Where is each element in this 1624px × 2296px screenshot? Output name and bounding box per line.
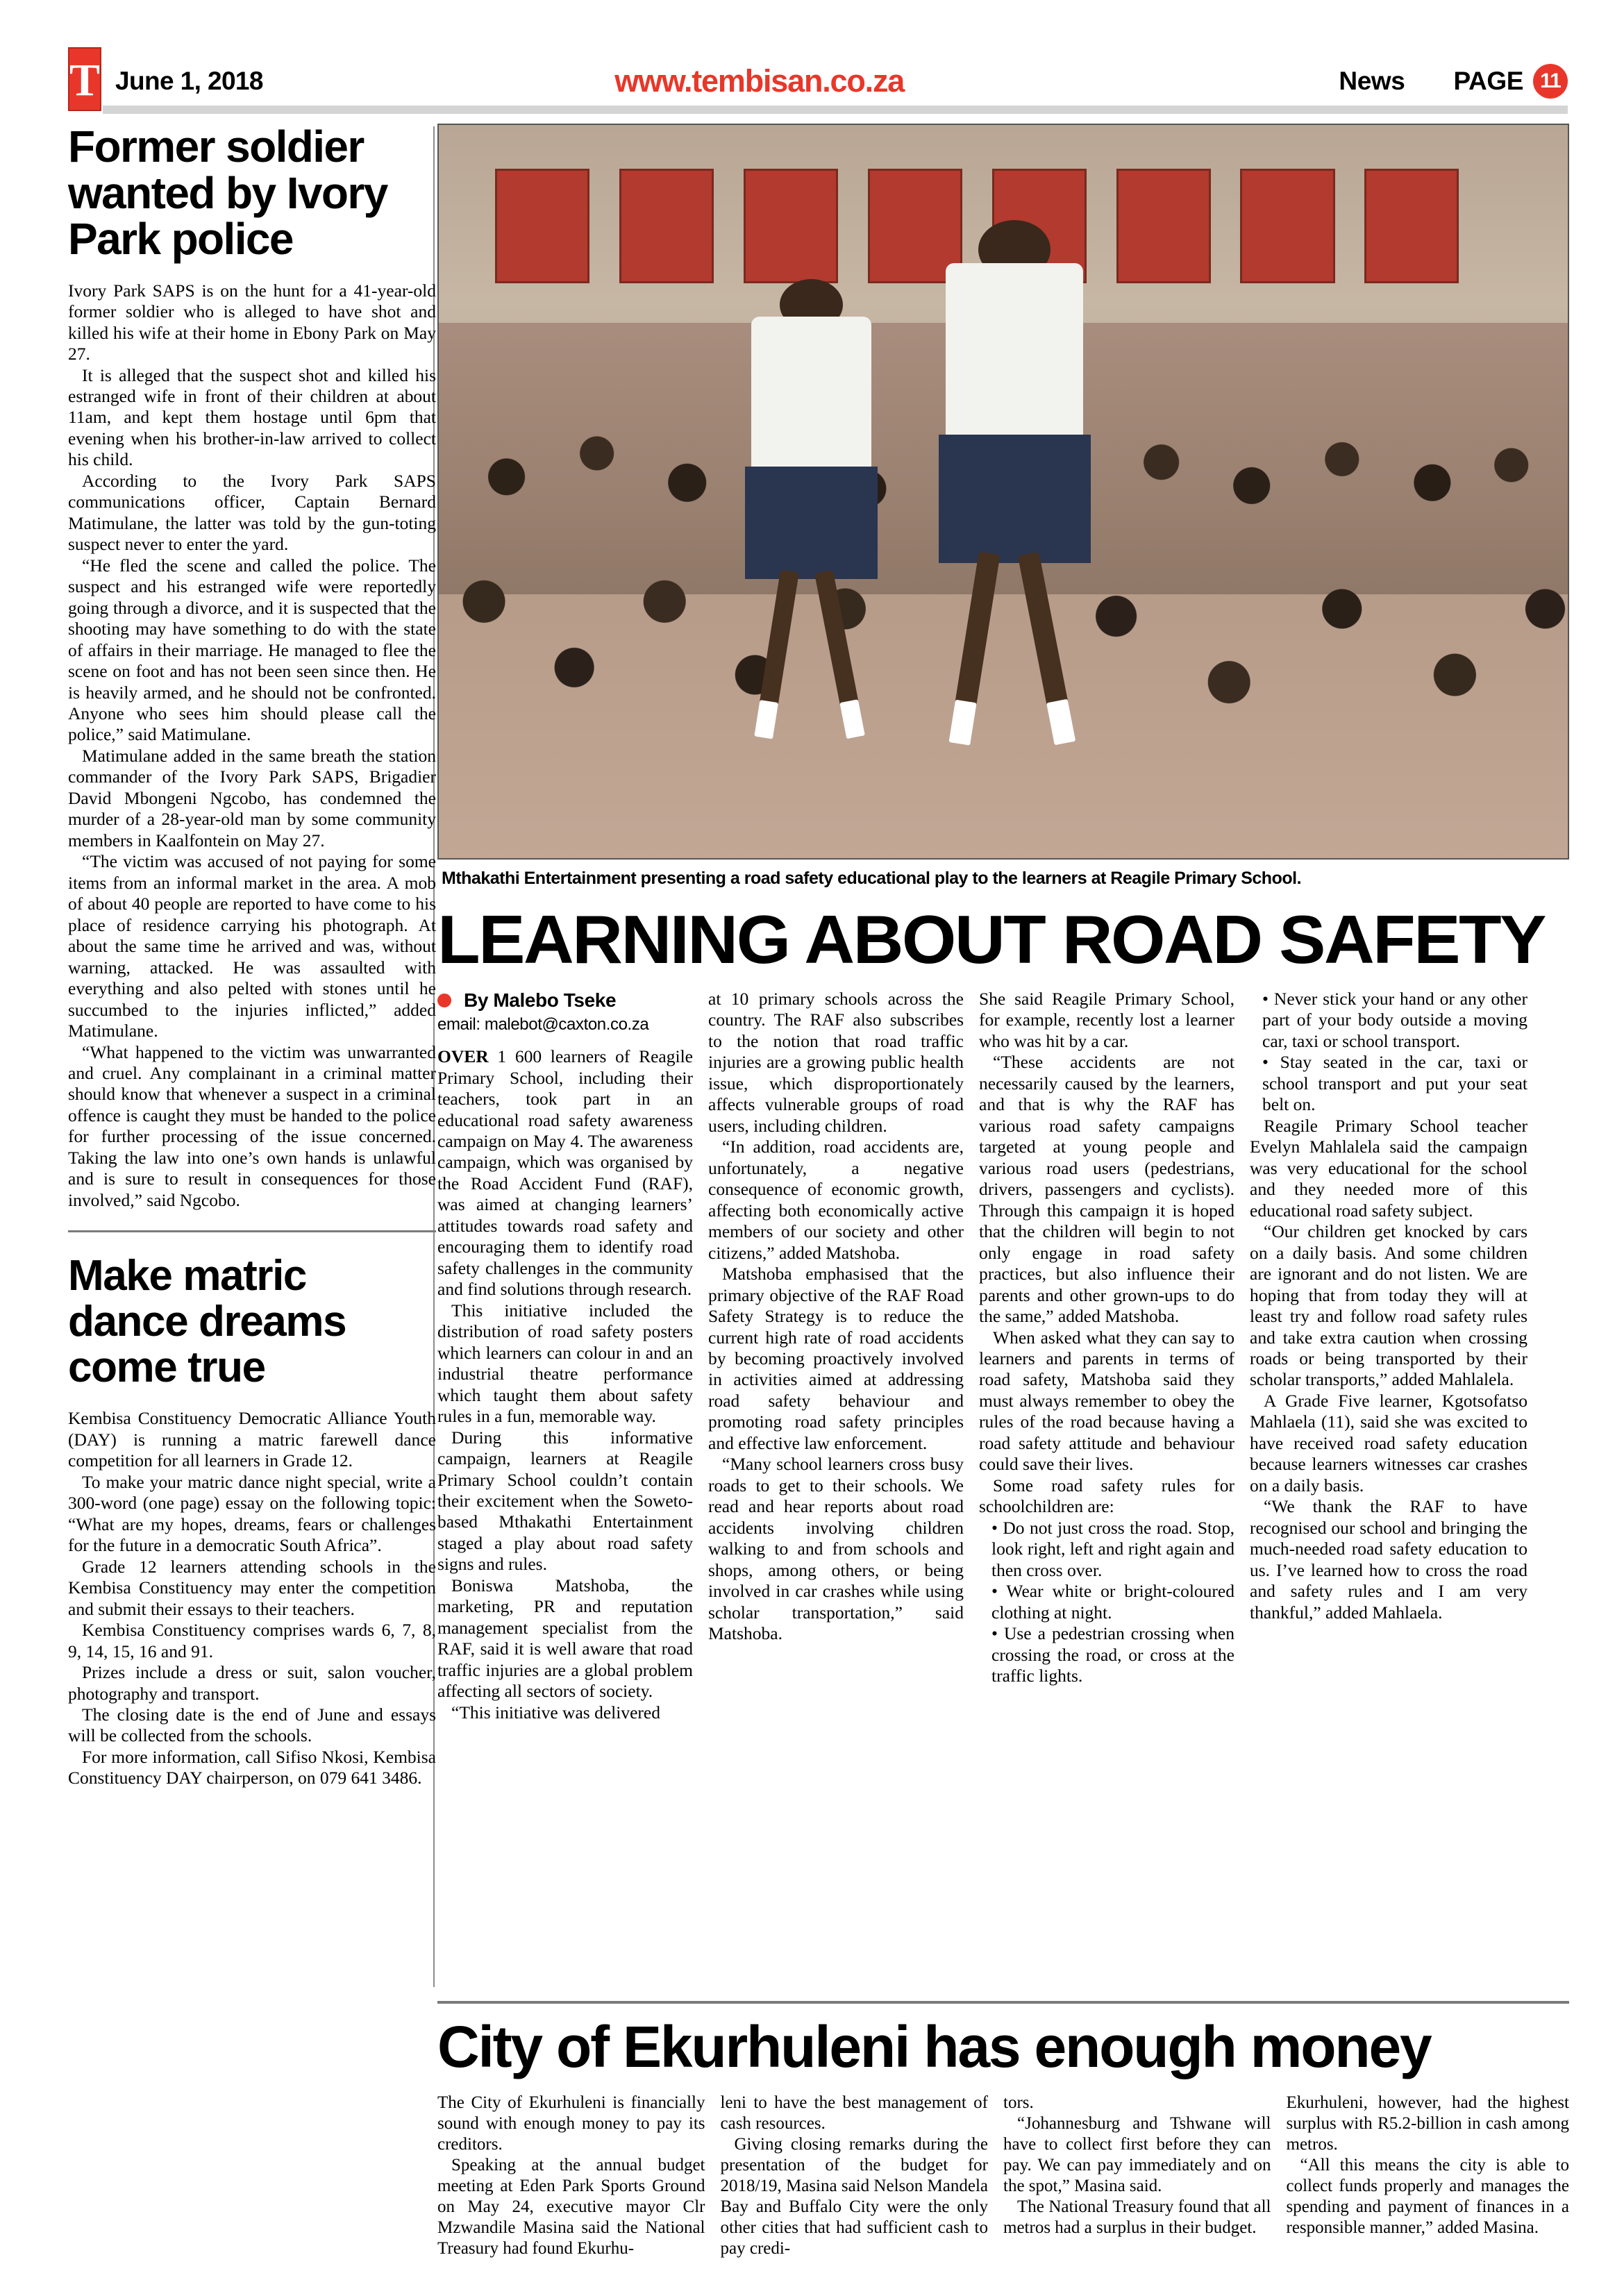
paragraph: According to the Ivory Park SAPS communications officer, Captain Bernard Matimulane, the latter was told by the gun-toting suspect never to enter the yard.	[68, 470, 436, 555]
photo-window	[744, 169, 838, 283]
website-url[interactable]: www.tembisan.co.za	[614, 63, 905, 99]
paragraph: Ivory Park SAPS is on the hunt for a 41-year-old former soldier who is alleged to have shot and killed his wife at their home in Ebony Park on May 27.	[68, 280, 436, 364]
paragraph: “This initiative was delivered	[451, 1702, 660, 1723]
paragraph: “Johannesburg and Tshwane will have to collect first before they can pay. We can pay immediately and on the spot,” Masina said.	[1003, 2114, 1271, 2195]
bottom-article-columns	[437, 2093, 1569, 2259]
paragraph: Matshoba emphasised that the primary objective of the RAF Road Safety Strategy is to reduce the current high rate of road accidents by becoming proactively involved in activities aimed at addressing road safety behaviour and promoting road safety principles and effective law enforcement.	[708, 1264, 964, 1453]
feature-column-2	[708, 989, 979, 1723]
paragraph: When asked what they can say to learners and parents in terms of road safety, Matshoba said they must always remember to obey the rules of the road because having a road safety attitude and behaviour could save their lives.	[979, 1327, 1234, 1475]
paragraph: leni to have the best management of cash resources.	[720, 2093, 988, 2133]
photo-window	[1116, 169, 1211, 283]
feature-column-4	[1250, 989, 1527, 1723]
bottom-column-1	[437, 2093, 721, 2259]
bottom-column-3	[1003, 2093, 1287, 2259]
article-divider	[437, 2001, 1569, 2004]
byline-bullet-icon	[437, 994, 451, 1007]
paragraph: Prizes include a dress or suit, salon voucher, photography and transport.	[68, 1662, 436, 1704]
paragraph: “We thank the RAF to have recognised our school and bringing the much-needed road safety education to us. I’ve learned how to cross the road and safety rules and I am very thankful,” added Mahlaela.	[1250, 1496, 1527, 1623]
paragraph: During this informative campaign, learners at Reagile Primary School couldn’t contain their excitement when the Soweto-based Mthakathi Entertainment staged a play about road safety signs and rules.	[437, 1427, 693, 1575]
paragraph: Boniswa Matshoba, the marketing, PR and reputation management specialist from the RAF, said it is well aware that road traffic injuries are a global problem affecting all sectors of society.	[437, 1575, 693, 1702]
bullet-item: • Wear white or bright-coloured clothing at night.	[991, 1581, 1234, 1623]
paragraph: Reagile Primary School teacher Evelyn Mahlalela said the campaign was very educational for the school and they needed more of this educational road safety subject.	[1250, 1115, 1527, 1221]
feature-photo	[437, 124, 1569, 860]
paragraph: Kembisa Constituency comprises wards 6, 7, 8, 9, 14, 15, 16 and 91.	[68, 1620, 436, 1661]
paragraph: Giving closing remarks during the presentation of the budget for 2018/19, Masina said Nelson Mandela Bay and Buffalo City were the only other cities that had sufficient cash to pay credi-	[720, 2135, 988, 2258]
paragraph: Grade 12 learners attending schools in the Kembisa Constituency may enter the competition and submit their essays to their teachers.	[68, 1556, 436, 1619]
paragraph: A Grade Five learner, Kgotsofatso Mahlaela (11), said she was excited to have received road safety education because learners witnesses car crashes on a daily basis.	[1250, 1390, 1527, 1495]
paragraph: “All this means the city is able to collect funds properly and manages the spending and payment of finances in a responsible manner,” added Masina.	[1286, 2156, 1569, 2237]
bottom-article	[437, 2001, 1569, 2259]
feature-zone	[437, 124, 1569, 1723]
article-body-matric-dance	[68, 1408, 436, 1788]
masthead	[0, 0, 1624, 124]
photo-performer-right	[924, 220, 1105, 755]
photo-window	[495, 169, 589, 283]
tembisan-logo-icon: T	[68, 47, 101, 111]
bullet-item: • Stay seated in the car, taxi or school transport and put your seat belt on.	[1262, 1052, 1527, 1115]
paragraph: “Our children get knocked by cars on a daily basis. And some children are ignorant and do not listen. We are hoping that from today they will at least try and follow road safety rules and take extra caution when crossing roads or being transported by their scholar transports,” added Mahlalela.	[1250, 1221, 1527, 1390]
paragraph: Matimulane added in the same breath the station commander of the Ivory Park SAPS, Brigadier David Mbongeni Ngcobo, has condemned the murder of a 28-year-old man by some community members in Kaalfontein on May 27.	[68, 745, 436, 850]
paragraph: “The victim was accused of not paying for some items from an informal market in the area. A mob of about 40 people are reported to have come to his place of residence carrying his photograph. At about the same time he arrived and was, without warning, attacked. He was assaulted with everything and also pelted with stones until he succumbed to the injuries inflicted,” added Matimulane.	[68, 851, 436, 1041]
feature-headline: LEARNING ABOUT ROAD SAFETY	[437, 901, 1545, 978]
paragraph: “In addition, road accidents are, unfortunately, a negative consequence of economic growth, affecting both economically active members of our society and other citizens,” added Matshoba.	[708, 1137, 964, 1263]
photo-caption: Mthakathi Entertainment presenting a road safety educational play to the learners at Reagile Primary School.	[442, 869, 1302, 888]
photo-window	[619, 169, 714, 283]
paragraph: Speaking at the annual budget meeting at Eden Park Sports Ground on May 24, executive mayor Clr Mzwandile Masina said the National Treasury had found Ekurhu-	[437, 2156, 705, 2258]
paragraph	[437, 1046, 693, 1300]
bottom-article-headline: City of Ekurhuleni has enough money	[437, 2014, 1431, 2079]
paragraph: To make your matric dance night special, write a 300-word (one page) essay on the following topic: “What are my hopes, dreams, fears or challenges for the future in a democratic South Africa”.	[68, 1471, 436, 1556]
bottom-column-2	[721, 2093, 1004, 2259]
paragraph: “What happened to the victim was unwarranted and cruel. Any complainant in a criminal matter should know that whenever a suspect in a criminal offence is caught they must be handed to the police for further processing of the issue concerned. Taking the law into one’s own hands is unlawful and is sure to result in consequences for those involved,” said Ngcobo.	[68, 1041, 436, 1210]
paragraph: “Many school learners cross busy roads to get to their schools. We read and hear reports about road accidents involving children walking to and from schools and shops, among others, or being involved in car crashes while using scholar transportation,” said Matshoba.	[708, 1454, 964, 1644]
article-headline-matric-dance: Make matric dance dreams come true	[68, 1252, 346, 1391]
bullet-item: • Never stick your hand or any other part of your body outside a moving car, taxi or school transport.	[1262, 989, 1527, 1051]
lead-word: OVER	[437, 1046, 489, 1067]
paragraph: at 10 primary schools across the country. The RAF also subscribes to the notion that road traffic injuries are a growing public health issue, which disproportionately affects vulnerable groups of road users, including children.	[708, 989, 964, 1136]
paragraph: “He fled the scene and called the police. The suspect and his estranged wife were reportedly going through a divorce, and it is suspected that the shooting may have something to do with the state of affairs in their marriage. He managed to flee the scene on foot and has not been seen since then. He is heavily armed, and he should not be confronted. Anyone who sees him should please call the police,” said Matimulane.	[68, 555, 436, 745]
article-headline-former-soldier: Former soldier wanted by Ivory Park police	[68, 121, 387, 265]
paragraph: The National Treasury found that all metros had a surplus in their budget.	[1003, 2197, 1271, 2237]
paragraph: Ekurhuleni, however, had the highest surplus with R5.2-billion in cash among metros.	[1286, 2093, 1569, 2154]
byline-author: By Malebo Tseke	[464, 989, 617, 1011]
feature-columns	[437, 989, 1569, 1723]
bullet-item: • Do not just cross the road. Stop, look right, left and right again and then cross over.	[991, 1517, 1234, 1580]
paragraph: The City of Ekurhuleni is financially sound with enough money to pay its creditors.	[437, 2093, 705, 2154]
section-label: News	[1339, 67, 1405, 95]
paragraph: “These accidents are not necessarily caused by the learners, and that is why the RAF has various road safety campaigns targeted at young people and various road users (pedestrians, drivers, passengers and cyclists). Through this campaign it is hoped that the children will begin to not only engage in road safety practices, but also influence their parents and other grown-ups to do the same,” added Matshoba.	[979, 1052, 1234, 1327]
paragraph: Some road safety rules for schoolchildren are:	[979, 1475, 1234, 1517]
paragraph: Kembisa Constituency Democratic Alliance Youth (DAY) is running a matric farewell dance competition for all learners in Grade 12.	[68, 1408, 436, 1471]
bottom-column-4	[1287, 2093, 1569, 2259]
page-number-badge: 11	[1533, 64, 1568, 99]
paragraph-rest: 1 600 learners of Reagile Primary School, including their teachers, took part in an educational road safety awareness campaign on May 4. The awareness campaign, which was organised by the Road Accident Fund (RAF), was aimed at changing learners’ attitudes towards road safety and encouraging them to identify road safety challenges in the community and find solutions through research.	[437, 1046, 693, 1300]
feature-column-3	[979, 989, 1250, 1723]
byline-email[interactable]: email: malebot@caxton.co.za	[437, 1015, 649, 1034]
photo-window	[1240, 169, 1334, 283]
photo-window	[1364, 169, 1459, 283]
left-column	[68, 121, 436, 1789]
article-body-former-soldier	[68, 280, 436, 1212]
paragraph: It is alleged that the suspect shot and killed his estranged wife in front of their children at about 11am, and kept them hostage until 6pm that evening when his brother-in-law arrived to collect his child.	[68, 364, 436, 470]
paragraph: tors.	[1003, 2093, 1034, 2112]
photo-performer-left	[733, 279, 891, 748]
paragraph: This initiative included the distribution of road safety posters which learners can colour in and an industrial theatre performance which taught them about safety rules in a fun, memorable way.	[437, 1300, 693, 1427]
paragraph: For more information, call Sifiso Nkosi, Kembisa Constituency DAY chairperson, on 079 641 3486.	[68, 1746, 436, 1788]
page-label: PAGE	[1453, 67, 1523, 95]
feature-column-1	[437, 989, 708, 1723]
masthead-rule	[103, 106, 1568, 114]
bullet-item: • Use a pedestrian crossing when crossing the road, or cross at the traffic lights.	[991, 1623, 1234, 1686]
issue-date: June 1, 2018	[115, 67, 263, 95]
paragraph: She said Reagile Primary School, for example, recently lost a learner who was hit by a car.	[979, 989, 1234, 1051]
section-divider	[68, 1230, 436, 1232]
paragraph: The closing date is the end of June and essays will be collected from the schools.	[68, 1704, 436, 1746]
byline	[437, 989, 693, 1012]
